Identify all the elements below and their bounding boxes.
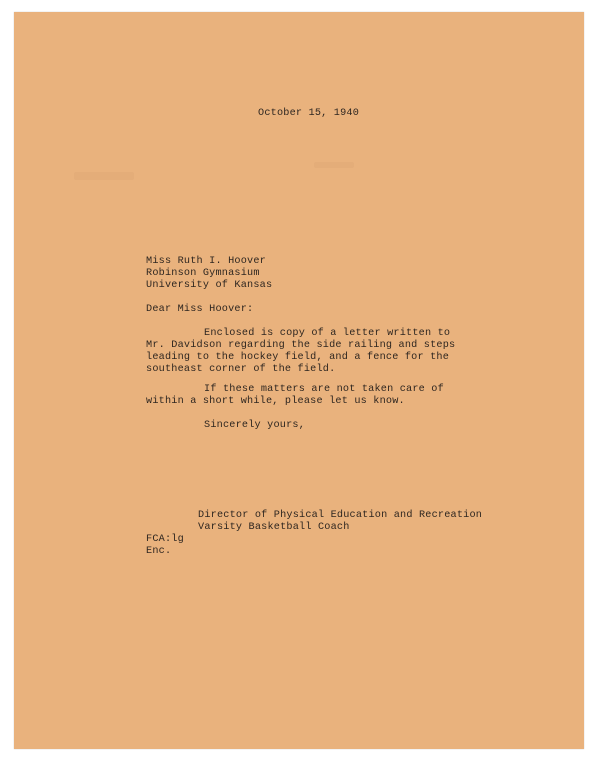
body-line: If these matters are not taken care of xyxy=(204,384,444,395)
recipient-building: Robinson Gymnasium xyxy=(146,268,260,279)
body-line: leading to the hockey field, and a fence for the xyxy=(146,352,450,363)
body-line: southeast corner of the field. xyxy=(146,364,336,375)
salutation: Dear Miss Hoover: xyxy=(146,304,254,315)
enclosure-notation: Enc. xyxy=(146,546,172,557)
recipient-institution: University of Kansas xyxy=(146,280,273,291)
signature-title-line: Director of Physical Education and Recreation xyxy=(198,510,483,521)
letter-date: October 15, 1940 xyxy=(258,108,360,119)
typist-initials: FCA:lg xyxy=(146,534,184,545)
letter-page xyxy=(14,12,584,749)
body-line: Enclosed is copy of a letter written to xyxy=(204,328,451,339)
bleed-through-mark xyxy=(74,172,134,180)
bleed-through-mark xyxy=(314,162,354,168)
body-line: Mr. Davidson regarding the side railing and steps xyxy=(146,340,456,351)
recipient-name: Miss Ruth I. Hoover xyxy=(146,256,266,267)
signature-title-line: Varsity Basketball Coach xyxy=(198,522,350,533)
closing: Sincerely yours, xyxy=(204,420,306,431)
body-line: within a short while, please let us know. xyxy=(146,396,405,407)
